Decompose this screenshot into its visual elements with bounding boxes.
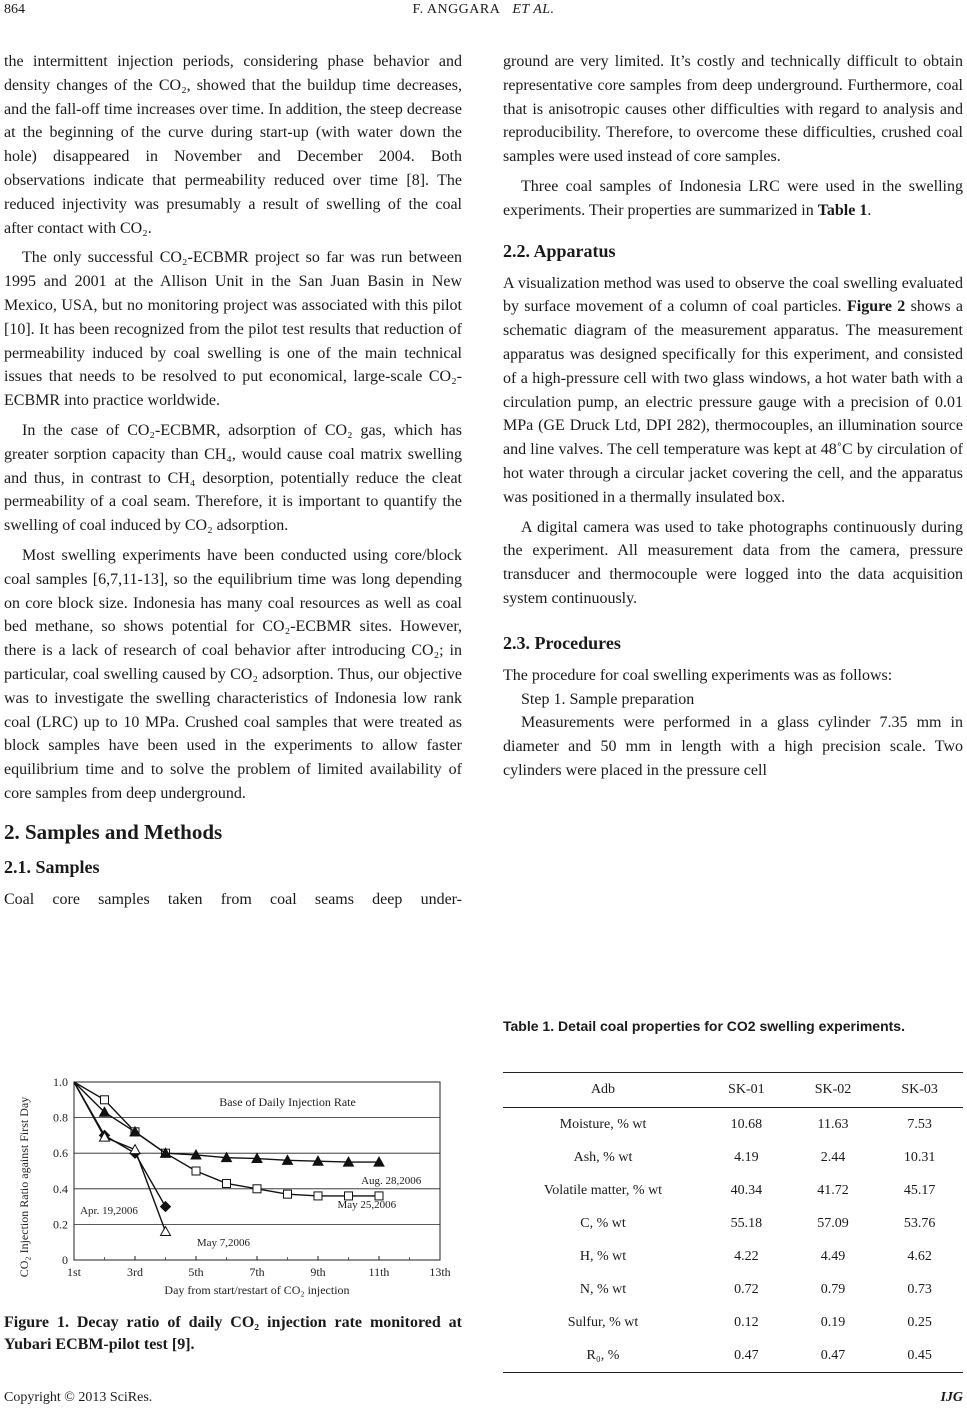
right-paragraph-5: The procedure for coal swelling experiments was as follows: bbox=[503, 666, 893, 684]
table-row bbox=[503, 1108, 963, 1142]
table-cell-property: Ash, % wt bbox=[573, 1149, 633, 1165]
left-paragraph-1: the intermittent injection periods, considering phase behavior and density changes of the CO₂, showed that the buildup time decreases, and the fall-off time increases over time. In addition, the steep decrease at the beginning of the curve during start-up (with water down the hole) disappeared in November and December 2004. Both observations indicate that permeability reduced over time [8]. The reduced injectivity was presumably a result of swelling of the coal after contact with CO₂. bbox=[4, 53, 462, 237]
section-2-1-heading: 2.1. Samples bbox=[4, 856, 100, 877]
table-row bbox=[503, 1273, 963, 1306]
x-tick-label: 5th bbox=[188, 1265, 204, 1279]
table-cell: 10.31 bbox=[903, 1149, 936, 1165]
table-cell: 2.44 bbox=[820, 1149, 846, 1165]
table-1-caption: Table 1. Detail coal properties for CO2 swelling experiments. bbox=[503, 1018, 905, 1034]
right-paragraph-3 bbox=[503, 272, 963, 510]
table-cell-property: R₀, % bbox=[503, 1339, 703, 1373]
series-line bbox=[74, 1082, 379, 1162]
table-cell: 0.12 bbox=[734, 1314, 759, 1330]
copyright-notice: Copyright © 2013 SciRes. bbox=[4, 1390, 153, 1405]
x-tick-label: 3rd bbox=[127, 1265, 143, 1279]
x-tick-label: 7th bbox=[249, 1265, 265, 1279]
table-1-reference: Table 1 bbox=[817, 201, 868, 219]
table-cell-property: C, % wt bbox=[580, 1215, 626, 1231]
table-cell: 7.53 bbox=[907, 1116, 932, 1132]
table-cell: 0.47 bbox=[703, 1339, 790, 1373]
table-header-row bbox=[503, 1073, 963, 1108]
running-title-etal: ET AL. bbox=[512, 2, 555, 17]
table-cell: 40.34 bbox=[730, 1182, 763, 1198]
section-2-3-heading: 2.3. Procedures bbox=[503, 632, 621, 653]
table-cell-property: Sulfur, % wt bbox=[567, 1314, 639, 1330]
left-column bbox=[4, 50, 462, 912]
table-cell: 4.22 bbox=[734, 1248, 759, 1264]
y-tick-label: 0.4 bbox=[53, 1181, 68, 1196]
right-column bbox=[503, 50, 963, 783]
journal-abbreviation: IJG bbox=[940, 1390, 963, 1405]
data-point bbox=[314, 1192, 322, 1200]
left-paragraph-3: In the case of CO₂-ECBMR, adsorption of CO₂ gas, which has greater sorption capacity than CH₄, would cause coal matrix swelling and thus, in contrast to CH₄ desorption, potentially reduce the cleat permeability of a coal seam. Therefore, it is important to quantify the swelling of coal induced by CO₂ adsorption. bbox=[4, 421, 462, 535]
table-row bbox=[503, 1174, 963, 1207]
table-cell: 0.25 bbox=[907, 1314, 932, 1330]
table-cell: 0.73 bbox=[907, 1281, 932, 1297]
left-paragraph-4: Most swelling experiments have been conducted using core/block coal samples [6,7,11-13], so the equilibrium time was long depending on core block size. Indonesia has many coal resources as well as coal bed methane, so shows potential for CO₂-ECBMR sites. However, there is a lack of research of coal behavior after introducing CO₂; in particular, coal swelling caused by CO₂ adsorption. Thus, our objective was to investigate the swelling characteristics of Indonesia low rank coal (LRC) up to 10 MPa. Crushed coal samples that were treated as block samples have been used in the experiments to allow faster equilibrium time and to solve the problem of limited availability of core samples from deep underground. bbox=[4, 546, 462, 802]
series-annotation: May 25,2006 bbox=[337, 1198, 397, 1211]
table-row bbox=[503, 1207, 963, 1240]
page-number: 864 bbox=[4, 2, 25, 17]
right-paragraph-1: ground are very limited. It’s costly and technically difficult to obtain representative core samples from deep underground. Furthermore, coal that is anisotropic causes other difficulties with regard to analysis and reproducibility. Therefore, to overcome these difficulties, crushed coal samples were used instead of core samples. bbox=[503, 53, 963, 166]
table-cell: 55.18 bbox=[730, 1215, 763, 1231]
table-cell: 11.63 bbox=[817, 1116, 849, 1132]
table-row bbox=[503, 1306, 963, 1339]
table-cell-property: H, % wt bbox=[579, 1248, 627, 1264]
table-row bbox=[503, 1141, 963, 1174]
right-paragraph-4: A digital camera was used to take photographs continuously during the experiment. All measurement data from the camera, pressure transducer and thermocouple were logged into the data acquisition system continuously. bbox=[503, 518, 963, 607]
table-cell: 57.09 bbox=[817, 1215, 849, 1231]
section-2-2-heading: 2.2. Apparatus bbox=[503, 240, 616, 261]
table-cell: 10.68 bbox=[730, 1116, 763, 1132]
table-cell-property: Moisture, % wt bbox=[559, 1116, 647, 1132]
figure-1 bbox=[4, 1060, 462, 1310]
x-axis-label: Day from start/restart of CO₂ injection bbox=[164, 1283, 350, 1297]
table-cell: 0.79 bbox=[820, 1281, 846, 1297]
data-point bbox=[101, 1096, 109, 1104]
y-tick-label: 0.8 bbox=[53, 1110, 68, 1125]
section-2-heading: 2. Samples and Methods bbox=[4, 819, 223, 844]
table-cell: 4.49 bbox=[820, 1248, 846, 1264]
figure-1-caption: Figure 1. Decay ratio of daily CO₂ injection rate monitored at Yubari ECBM-pilot test [9]. bbox=[4, 1314, 462, 1353]
table-header-cell: SK-03 bbox=[876, 1073, 963, 1108]
y-tick-label: 0.2 bbox=[53, 1217, 68, 1232]
right-paragraph-3-rest: shows a schematic diagram of the measurement apparatus. The measurement apparatus was designed specifically for this experiment, and consisted of a high-pressure cell with two glass windows, a hot water bath with a circulation pump, an electric pressure gauge with a precision of 0.01 MPa (GE Druck Ltd, DPI 282), thermocouples, an illumination source and line valves. The cell temperature was kept at 48˚C by circulation of hot water through a circular jacket covering the cell, and the apparatus was positioned in a thermally insulated box. bbox=[503, 298, 963, 506]
right-paragraph-2 bbox=[503, 175, 963, 223]
data-point bbox=[223, 1179, 231, 1187]
running-title-author: F. ANGGARA bbox=[412, 2, 501, 17]
table-header-cell: Adb bbox=[503, 1073, 703, 1108]
page-header bbox=[0, 2, 967, 24]
table-cell: 0.19 bbox=[820, 1314, 846, 1330]
table-cell: 0.47 bbox=[790, 1339, 877, 1373]
table-cell: 0.72 bbox=[734, 1281, 759, 1297]
y-axis-label: CO₂ Injection Ratio against First Day bbox=[17, 1096, 31, 1278]
left-paragraph-5: Coal core samples taken from coal seams deep under- bbox=[4, 890, 462, 908]
right-paragraph-2-end: . bbox=[867, 201, 872, 219]
table-cell: 41.72 bbox=[817, 1182, 849, 1198]
series-annotation: Aug. 28,2006 bbox=[361, 1174, 422, 1187]
table-1 bbox=[503, 1072, 963, 1373]
series-annotation: Apr. 19,2006 bbox=[80, 1205, 138, 1218]
data-point bbox=[130, 1145, 140, 1154]
table-cell: 4.62 bbox=[907, 1248, 932, 1264]
data-point bbox=[192, 1167, 200, 1175]
table-row bbox=[503, 1240, 963, 1273]
table-header-cell: SK-02 bbox=[790, 1073, 877, 1108]
table-header-cell: SK-01 bbox=[703, 1073, 790, 1108]
data-point bbox=[284, 1190, 292, 1198]
table-cell-property: N, % wt bbox=[579, 1281, 627, 1297]
x-tick-label: 13th bbox=[429, 1265, 451, 1279]
x-tick-label: 9th bbox=[310, 1265, 326, 1279]
data-point bbox=[253, 1185, 261, 1193]
data-point bbox=[161, 1227, 171, 1236]
y-tick-label: 0.6 bbox=[53, 1146, 68, 1161]
chart-title: Base of Daily Injection Rate bbox=[219, 1095, 356, 1109]
left-paragraph-2: The only successful CO₂-ECBMR project so far was run between 1995 and 2001 at the Allison Unit in the San Juan Basin in New Mexico, USA, but no monitoring project was associated with this pilot [10]. It has been recognized from the pilot test results that reduction of permeability induced by coal swelling is one of the main technical issues that needs to be resolved to put economical, large-scale CO₂-ECBMR into practice worldwide. bbox=[4, 249, 462, 410]
right-paragraph-2-text: Three coal samples of Indonesia LRC were used in the swelling experiments. Their properties are summarized in bbox=[503, 177, 963, 219]
table-cell: 45.17 bbox=[903, 1182, 936, 1198]
table-cell: 53.76 bbox=[903, 1215, 936, 1231]
y-tick-label: 0 bbox=[62, 1253, 68, 1267]
figure-1-chart bbox=[4, 1060, 462, 1310]
right-paragraph-6: Step 1. Sample preparation bbox=[521, 690, 695, 708]
table-cell-property: Volatile matter, % wt bbox=[543, 1182, 663, 1198]
table-row bbox=[503, 1339, 963, 1373]
figure-2-reference: Figure 2 bbox=[846, 298, 906, 316]
table-cell: 4.19 bbox=[734, 1149, 759, 1165]
data-point bbox=[161, 1202, 171, 1212]
right-paragraph-3-text: A visualization method was used to observe the coal swelling evaluated by surface movement of a column of coal particles. bbox=[503, 274, 963, 316]
x-tick-label: 11th bbox=[368, 1265, 390, 1279]
y-tick-label: 1.0 bbox=[53, 1075, 68, 1089]
right-paragraph-7: Measurements were performed in a glass cylinder 7.35 mm in diameter and 50 mm in length with a high precision scale. Two cylinders were placed in the pressure cell bbox=[503, 714, 963, 779]
series-annotation: May 7,2006 bbox=[196, 1237, 251, 1250]
x-tick-label: 1st bbox=[66, 1265, 82, 1279]
table-cell: 0.45 bbox=[876, 1339, 963, 1373]
running-title bbox=[0, 2, 967, 18]
